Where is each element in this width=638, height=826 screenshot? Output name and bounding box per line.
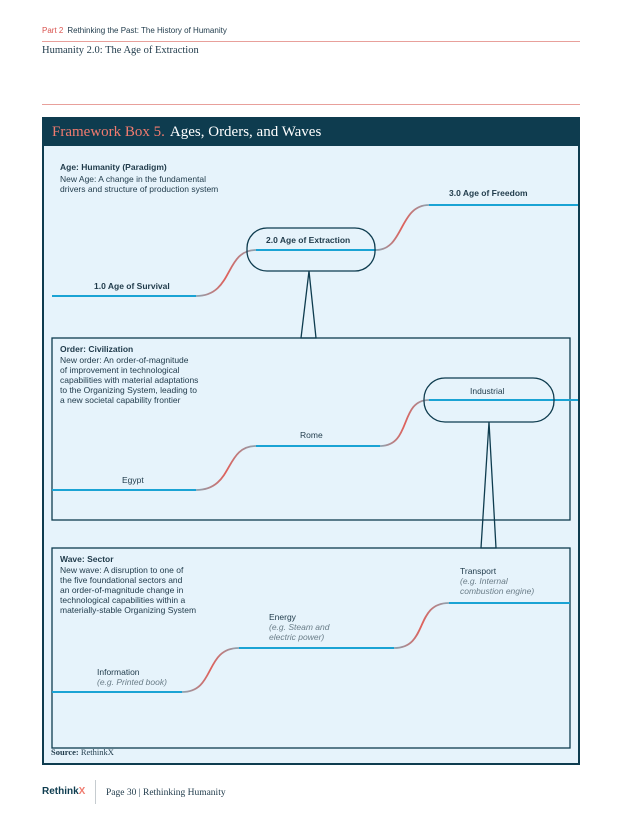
logo-main-text: Rethink bbox=[42, 786, 79, 797]
part-label: Part 2 bbox=[42, 26, 64, 35]
order-heading: Order: Civilization bbox=[60, 344, 134, 354]
framework-box-title: Ages, Orders, and Waves bbox=[169, 124, 322, 140]
section-subtitle: Humanity 2.0: The Age of Extraction bbox=[42, 45, 199, 56]
wave-step-note-2-line-2: electric power) bbox=[269, 632, 325, 642]
wave-transition-1 bbox=[182, 648, 239, 692]
framework-box bbox=[42, 117, 580, 765]
wave-transition-2 bbox=[394, 603, 449, 648]
rethinkx-logo bbox=[42, 786, 85, 797]
order-description-line-1: New order: An order-of-magnitude bbox=[60, 355, 189, 365]
wave-step-label-2: Energy bbox=[269, 612, 296, 622]
wave-step-note-3-line-2: combustion engine) bbox=[460, 586, 535, 596]
wave-description-line-5: materially-stable Organizing System bbox=[60, 605, 197, 615]
age-transition-2 bbox=[376, 205, 429, 250]
wave-description-line-1: New wave: A disruption to one of bbox=[60, 565, 184, 575]
wave-description-line-3: an order-of-magnitude change in bbox=[60, 585, 184, 595]
order-transition-2 bbox=[380, 400, 429, 446]
age-description-line-1: New Age: A change in the fundamental bbox=[60, 174, 207, 184]
order-description-line-5: a new societal capability frontier bbox=[60, 395, 181, 405]
part-breadcrumb bbox=[42, 26, 227, 35]
age-transition-1 bbox=[196, 250, 256, 296]
order-step-label-1: Egypt bbox=[122, 475, 144, 485]
age-connector bbox=[301, 271, 316, 338]
age-step-label-1: 1.0 Age of Survival bbox=[94, 281, 170, 291]
footer-separator bbox=[95, 780, 96, 804]
wave-description-line-2: the five foundational sectors and bbox=[60, 575, 183, 585]
logo-x-mark: X bbox=[78, 786, 86, 797]
order-description-line-2: of improvement in technological bbox=[60, 365, 180, 375]
wave-heading: Wave: Sector bbox=[60, 554, 114, 564]
source-line bbox=[51, 747, 114, 758]
wave-step-note-3-line-1: (e.g. Internal bbox=[460, 576, 508, 586]
part-title: Rethinking the Past: The History of Humanity bbox=[67, 26, 227, 35]
order-step-label-3: Industrial bbox=[470, 386, 505, 396]
age-step-label-3: 3.0 Age of Freedom bbox=[449, 188, 528, 198]
source-value: RethinkX bbox=[80, 747, 114, 757]
order-step-label-2: Rome bbox=[300, 430, 323, 440]
age-heading: Age: Humanity (Paradigm) bbox=[60, 162, 167, 172]
wave-step-note-1-line-1: (e.g. Printed book) bbox=[97, 677, 167, 687]
order-description-line-4: to the Organizing System, leading to bbox=[60, 385, 198, 395]
age-step-label-2: 2.0 Age of Extraction bbox=[266, 235, 351, 245]
order-transition-1 bbox=[196, 446, 256, 490]
framework-box-label: Framework Box 5. bbox=[52, 124, 165, 140]
footer-page-text: Page 30 | Rethinking Humanity bbox=[106, 788, 226, 798]
wave-step-label-3: Transport bbox=[460, 566, 497, 576]
order-connector bbox=[481, 422, 496, 548]
header-rule-bottom bbox=[42, 104, 580, 105]
age-description-line-2: drivers and structure of production system bbox=[60, 184, 219, 194]
order-description-line-3: capabilities with material adaptations bbox=[60, 375, 199, 385]
source-label: Source: bbox=[51, 747, 79, 757]
wave-step-label-1: Information bbox=[97, 667, 140, 677]
header-rule-top bbox=[42, 41, 580, 42]
wave-description-line-4: technological capabilities within a bbox=[60, 595, 186, 605]
wave-step-note-2-line-1: (e.g. Steam and bbox=[269, 622, 330, 632]
